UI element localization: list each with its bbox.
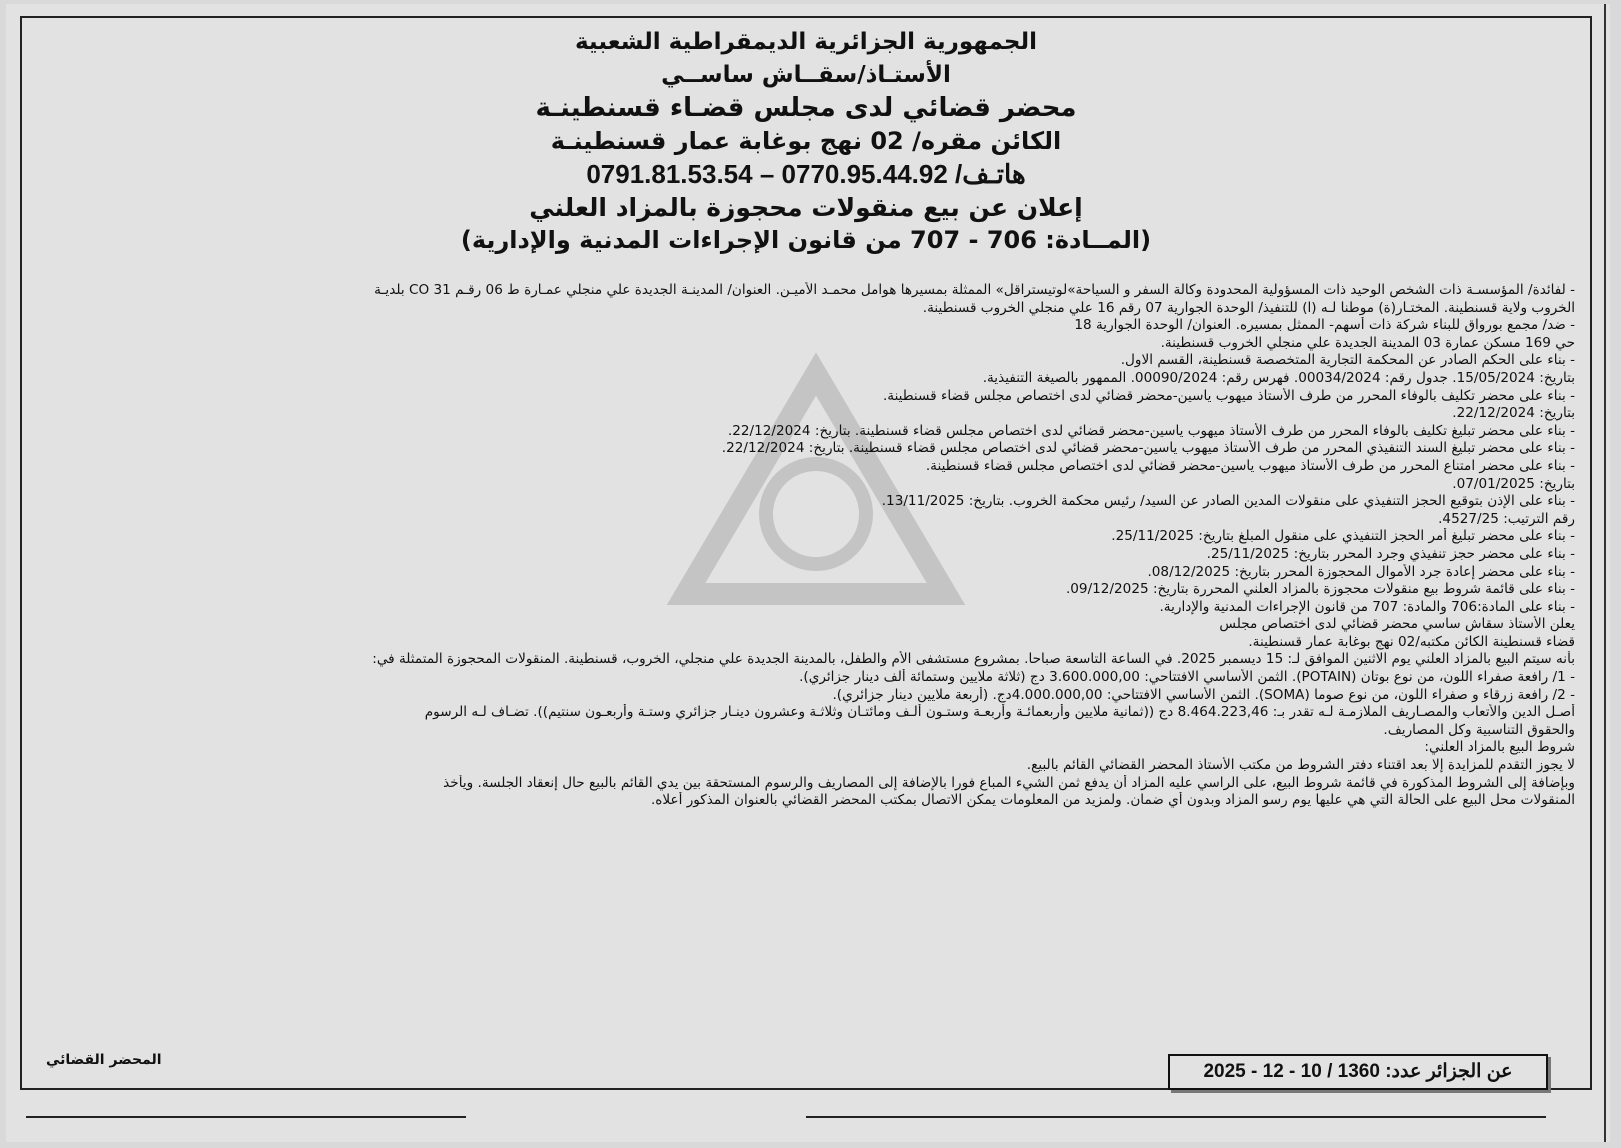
body-line: المنقولات محل البيع على الحالة التي هي عليها يوم رسو المزاد وبدون أي ضمان. ولمزيد من المعلومات يمكن الاتصال بمكتب المحضر القضائي بالعنوان المذكور أعلاه. <box>650 792 1575 809</box>
body-line: - بناء على الحكم الصادر عن المحكمة التجارية المتخصصة قسنطينة، القسم الاول. <box>1120 352 1575 369</box>
body-line: بأنه سيتم البيع بالمزاد العلني يوم الاثنين الموافق لـ: 15 ديسمبر 2025. في الساعة التاسعة صباحا. بمشروع مستشفى الأم والطفل، بالمدينة الجديدة علي منجلي، الخروب، قسنطينة. المنقولات المحجوزة المتمثلة في: <box>372 651 1575 668</box>
body-line: - بناء على محضر تبليغ أمر الحجز التنفيذي على منقول المبلغ بتاريخ: 25/11/2025. <box>1111 528 1575 545</box>
body-line: لا يجوز التقدم للمزايدة إلا بعد اقتناء دفتر الشروط من مكتب الأستاذ المحضر القضائي القائم بالبيع. <box>1026 757 1575 774</box>
body-line: بتاريخ: 15/05/2024. جدول رقم: 00034/2024. فهرس رقم: 00090/2024. الممهور بالصيغة التنفيذية. <box>982 369 1575 386</box>
republic-title: الجمهورية الجزائرية الديمقراطية الشعبية <box>574 29 1038 55</box>
signature: المحضر القضائي <box>46 1052 162 1068</box>
bottom-rule-left <box>26 1116 466 1118</box>
announcement-title: إعلان عن بيع منقولات محجوزة بالمزاد العلني <box>529 193 1083 222</box>
newspaper-page <box>6 4 1610 1142</box>
body-line: رقم الترتيب: 4527/25. <box>1438 510 1575 527</box>
body-line: - بناء على محضر تبليغ السند التنفيذي المحرر من طرف الأستاذ ميهوب ياسين-محضر قضائي لدى اختصاص مجلس قضاء قسنطينة. بتاريخ: 22/12/2024. <box>721 440 1575 457</box>
body-line: وبإضافة إلى الشروط المذكورة في قائمة شروط البيع، على الراسي عليه المزاد أن يدفع ثمن الشيء المباع فورا بالإضافة إلى المصاريف والرسوم المستحقة بين يدي القائم بالبيع حال إنعقاد الجلسة. ويأخذ <box>443 774 1575 791</box>
body-line: والحقوق التناسبية وكل المصاريف. <box>1383 721 1575 738</box>
body-line: بتاريخ: 22/12/2024. <box>1452 405 1575 422</box>
bailiff-address: الكائن مقره/ 02 نهج بوغابة عمار قسنطينـة <box>550 127 1062 155</box>
publication-reference: عن الجزائر عدد: 1360 / 10 - 12 - 2025 <box>1168 1054 1548 1090</box>
body-line: - 2/ رافعة زرقاء و صفراء اللون، من نوع صوما (SOMA). الثمن الأساسي الافتتاحي: 4.000.000,00دج. (أربعة ملايين دينار جزائري). <box>832 686 1575 703</box>
announcement-header <box>46 26 1566 257</box>
body-line: - لفائدة/ المؤسسـة ذات الشخص الوحيد ذات المسؤولية المحدودة وكالة السفر و السياحة»لوتيستراقل» الممثلة بمسيرها هوامل محمـد الأميـن. العنوان/ المدينـة الجديدة علي منجلي عمـارة ط 06 رقـم 31 CO بلديـة <box>374 282 1575 298</box>
body-line: - ضد/ مجمع بورواق للبناء شركة ذات أسهم- الممثل بمسيره. العنوان/ الوحدة الجوارية 18 <box>1074 317 1575 334</box>
body-line: حي 169 مسكن عمارة 03 المدينة الجديدة علي منجلي الخروب قسنطينة. <box>1160 334 1575 351</box>
legal-articles: (المــادة: 706 - 707 من قانون الإجراءات المدنية والإدارية) <box>460 226 1152 254</box>
column-divider <box>1604 4 1606 1142</box>
body-line: - بناء على محضر تكليف بالوفاء المحرر من طرف الأستاذ ميهوب ياسين-محضر قضائي لدى اختصاص مجلس قضاء قسنطينة. <box>882 387 1575 404</box>
body-line: قضاء قسنطينة الكائن مكتبه/02 نهج بوغابة عمار قسنطينة. <box>1248 633 1575 650</box>
body-line: - بناء على محضر تبليغ تكليف بالوفاء المحرر من طرف الأستاذ ميهوب ياسين-محضر قضائي لدى اختصاص مجلس قضاء قسنطينة. بتاريخ: 22/12/2024. <box>727 422 1575 439</box>
body-line: - بناء على محضر إعادة جرد الأموال المحجوزة المحرر بتاريخ: 08/12/2025. <box>1147 563 1575 580</box>
body-line: - بناء على محضر حجز تنفيذي وجرد المحرر بتاريخ: 25/11/2025. <box>1206 545 1575 562</box>
body-line: - بناء على محضر امتناع المحرر من طرف الأستاذ ميهوب ياسين-محضر قضائي لدى اختصاص مجلس قضاء قسنطينة. <box>925 457 1575 474</box>
body-line: الخروب ولاية قسنطينة. المختـار(ة) موطنا لـه (ا) للتنفيذ/ الوحدة الجوارية 07 رقم 16 علي منجلي الخروب قسنطينة. <box>922 299 1575 316</box>
body-line: شروط البيع بالمزاد العلني: <box>1424 739 1575 756</box>
bottom-rule <box>806 1116 1546 1118</box>
body-line: - بناء على المادة:706 والمادة: 707 من قانون الإجراءات المدنية والإدارية. <box>1159 598 1575 615</box>
body-line: أصـل الدين والأتعاب والمصـاريف الملازمـة لـه تقدر بـ: 8.464.223,46 دج ((ثمانية ملايين وأربعمائـة وأربعـة وستـون ألـف ومائتـان وثلاثـة وعشرون دينـار جزائري وستـة وأربعـون سنتيم)). تضـاف لـه الرسوم <box>424 704 1575 721</box>
body-line: يعلن الأستاذ سقاش ساسي محضر قضائي لدى اختصاص مجلس <box>1219 616 1575 633</box>
bailiff-phone: هاتـف/ 0770.95.44.92 – 0791.81.53.54 <box>586 159 1026 189</box>
body-line: بتاريخ: 07/01/2025. <box>1452 475 1575 492</box>
bailiff-title: محضر قضائي لدى مجلس قضـاء قسنطينـة <box>535 93 1077 123</box>
body-line: - 1/ رافعة صفراء اللون، من نوع بوتان (POTAIN). الثمن الأساسي الافتتاحي: 3.600.000,00 دج (ثلاثة ملايين وستمائة ألف دينار جزائري). <box>799 669 1575 686</box>
bailiff-name: الأستـاذ/سقــاش ساســي <box>661 62 951 88</box>
body-line: - بناء على قائمة شروط بيع منقولات محجوزة بالمزاد العلني المحررة بتاريخ: 09/12/2025. <box>1065 581 1575 598</box>
announcement-body <box>40 282 1575 810</box>
body-line: - بناء على الإذن بتوقيع الحجز التنفيذي على منقولات المدين الصادر عن السيد/ رئيس محكمة الخروب. بتاريخ: 13/11/2025. <box>881 493 1575 510</box>
